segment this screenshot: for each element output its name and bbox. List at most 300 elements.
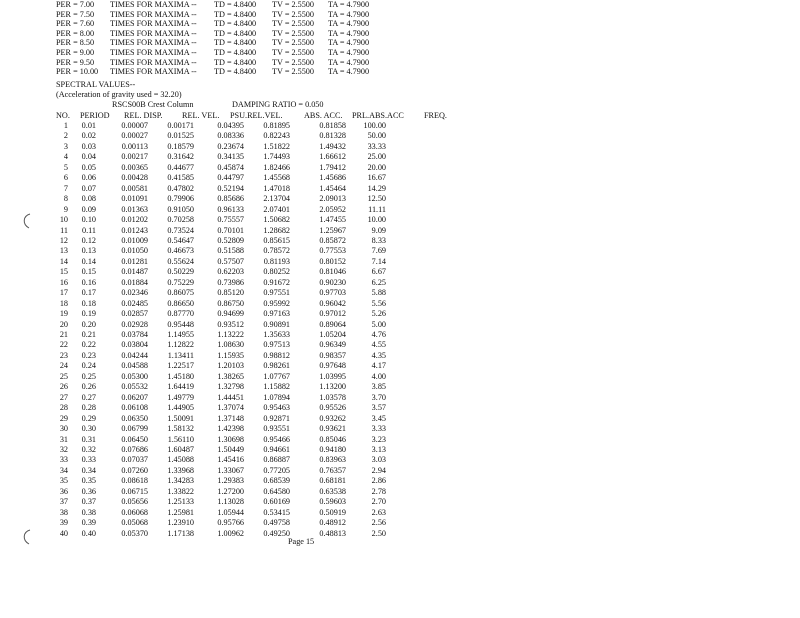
times-label: TIMES FOR MAXIMA -- bbox=[110, 48, 197, 57]
row-no: 3 bbox=[63, 141, 68, 151]
row-freq: 33.33 bbox=[367, 141, 386, 151]
row-no: 26 bbox=[59, 382, 68, 392]
row-no: 1 bbox=[63, 121, 68, 130]
per-label: PER = 9.00 bbox=[56, 48, 95, 57]
row-psu-rel-vel: 0.93512 bbox=[217, 319, 244, 329]
row-period: 0.30 bbox=[81, 424, 96, 434]
row-prl-abs-acc: 1.47455 bbox=[319, 215, 346, 225]
table-row bbox=[0, 289, 400, 299]
table-row bbox=[0, 519, 400, 529]
row-rel-vel: 1.13411 bbox=[167, 350, 194, 360]
row-freq: 7.14 bbox=[371, 256, 386, 266]
row-rel-disp: 0.06108 bbox=[121, 403, 148, 413]
row-freq: 2.56 bbox=[371, 518, 386, 528]
row-freq: 6.25 bbox=[371, 277, 386, 287]
row-rel-vel: 1.45180 bbox=[167, 371, 194, 381]
row-psu-rel-vel: 1.05944 bbox=[217, 507, 244, 517]
row-no: 25 bbox=[59, 371, 68, 381]
row-rel-disp: 0.06207 bbox=[121, 392, 148, 402]
row-rel-disp: 0.00365 bbox=[121, 162, 148, 172]
row-no: 20 bbox=[59, 319, 68, 329]
row-rel-vel: 0.91050 bbox=[167, 204, 194, 214]
row-rel-disp: 0.07037 bbox=[121, 455, 148, 465]
row-freq: 4.55 bbox=[371, 340, 386, 350]
times-label: TIMES FOR MAXIMA -- bbox=[110, 38, 197, 48]
row-abs-acc: 1.82466 bbox=[263, 162, 290, 172]
row-no: 4 bbox=[63, 152, 68, 162]
row-rel-disp: 0.02857 bbox=[121, 309, 148, 319]
row-psu-rel-vel: 0.52809 bbox=[217, 235, 244, 245]
row-rel-vel: 0.47802 bbox=[167, 183, 194, 193]
row-rel-disp: 0.00007 bbox=[121, 121, 148, 130]
row-rel-vel: 1.14955 bbox=[167, 330, 194, 339]
punch-hole-mark bbox=[20, 212, 34, 230]
row-psu-rel-vel: 1.44451 bbox=[217, 392, 244, 402]
row-freq: 2.63 bbox=[371, 507, 386, 517]
row-period: 0.10 bbox=[81, 215, 96, 225]
row-prl-abs-acc: 1.66612 bbox=[319, 152, 346, 162]
row-abs-acc: 1.15882 bbox=[263, 382, 290, 392]
row-psu-rel-vel: 1.30698 bbox=[217, 434, 244, 444]
row-period: 0.22 bbox=[81, 340, 96, 350]
row-rel-disp: 0.01884 bbox=[121, 277, 148, 287]
row-psu-rel-vel: 1.37148 bbox=[217, 413, 244, 423]
row-no: 7 bbox=[63, 183, 68, 193]
times-label: TIMES FOR MAXIMA -- bbox=[110, 19, 197, 29]
row-abs-acc: 1.74493 bbox=[263, 152, 290, 162]
row-period: 0.17 bbox=[81, 288, 96, 298]
row-freq: 4.17 bbox=[371, 361, 386, 371]
header-psu-rel-vel: PSU.REL.VEL. bbox=[230, 111, 283, 120]
row-psu-rel-vel: 0.08336 bbox=[217, 131, 244, 141]
td-value: TD = 4.8400 bbox=[214, 48, 257, 57]
row-no: 15 bbox=[59, 267, 68, 277]
row-rel-vel: 1.44905 bbox=[167, 403, 194, 413]
row-rel-disp: 0.02485 bbox=[121, 298, 148, 308]
row-rel-vel: 0.73524 bbox=[167, 225, 194, 235]
row-rel-vel: 0.86650 bbox=[167, 298, 194, 308]
row-prl-abs-acc: 0.96349 bbox=[319, 340, 346, 350]
gravity-note: (Acceleration of gravity used = 32.20) bbox=[56, 90, 182, 99]
row-abs-acc: 0.95992 bbox=[263, 298, 290, 308]
row-rel-disp: 0.06799 bbox=[121, 424, 148, 434]
row-abs-acc: 0.97163 bbox=[263, 309, 290, 319]
row-rel-vel: 0.70258 bbox=[167, 215, 194, 225]
row-prl-abs-acc: 0.63538 bbox=[319, 486, 346, 496]
tv-value: TV = 2.5500 bbox=[272, 0, 314, 9]
header-prl-abs-acc: PRL.ABS.ACC bbox=[352, 111, 404, 120]
table-row bbox=[0, 310, 400, 320]
header-freq: FREQ. bbox=[424, 111, 447, 120]
row-abs-acc: 1.45568 bbox=[263, 173, 290, 183]
row-abs-acc: 0.95463 bbox=[263, 403, 290, 413]
row-freq: 3.23 bbox=[371, 434, 386, 444]
row-rel-vel: 0.79906 bbox=[167, 194, 194, 204]
row-freq: 10.00 bbox=[367, 215, 386, 225]
row-no: 17 bbox=[59, 288, 68, 298]
row-period: 0.08 bbox=[81, 194, 96, 204]
row-psu-rel-vel: 0.95766 bbox=[217, 518, 244, 528]
row-freq: 3.45 bbox=[371, 413, 386, 423]
row-prl-abs-acc: 0.77553 bbox=[319, 246, 346, 256]
header-rel-disp: REL. DISP. bbox=[124, 111, 163, 120]
row-psu-rel-vel: 0.75557 bbox=[217, 215, 244, 225]
row-rel-vel: 0.18579 bbox=[167, 141, 194, 151]
row-no: 6 bbox=[63, 173, 68, 183]
row-prl-abs-acc: 1.05204 bbox=[319, 330, 346, 339]
row-freq: 3.85 bbox=[371, 382, 386, 392]
row-no: 29 bbox=[59, 413, 68, 423]
row-prl-abs-acc: 0.94180 bbox=[319, 444, 346, 454]
row-freq: 2.86 bbox=[371, 476, 386, 486]
row-abs-acc: 1.07894 bbox=[263, 392, 290, 402]
row-freq: 2.78 bbox=[371, 486, 386, 496]
row-freq: 11.11 bbox=[368, 204, 386, 214]
ta-value: TA = 4.7900 bbox=[328, 0, 370, 9]
row-abs-acc: 2.13704 bbox=[263, 194, 290, 204]
row-prl-abs-acc: 0.80152 bbox=[319, 256, 346, 266]
row-period: 0.04 bbox=[81, 152, 96, 162]
row-abs-acc: 1.47018 bbox=[263, 183, 290, 193]
row-rel-vel: 1.58132 bbox=[167, 424, 194, 434]
damping-ratio: DAMPING RATIO = 0.050 bbox=[232, 100, 324, 109]
row-period: 0.28 bbox=[81, 403, 96, 413]
row-freq: 5.26 bbox=[371, 309, 386, 319]
per-label: PER = 7.50 bbox=[56, 9, 95, 19]
row-psu-rel-vel: 1.50449 bbox=[217, 444, 244, 454]
row-abs-acc: 0.92871 bbox=[263, 413, 290, 423]
tv-value: TV = 2.5500 bbox=[272, 19, 314, 29]
per-label: PER = 8.00 bbox=[56, 28, 95, 38]
row-abs-acc: 0.93551 bbox=[263, 424, 290, 434]
row-abs-acc: 1.35633 bbox=[263, 330, 290, 339]
row-freq: 16.67 bbox=[367, 173, 386, 183]
row-no: 24 bbox=[59, 361, 68, 371]
tv-value: TV = 2.5500 bbox=[272, 57, 314, 67]
times-label: TIMES FOR MAXIMA -- bbox=[110, 67, 197, 77]
table-row bbox=[0, 195, 400, 205]
row-rel-vel: 1.12822 bbox=[167, 340, 194, 350]
row-abs-acc: 0.81193 bbox=[263, 256, 290, 266]
row-freq: 2.70 bbox=[371, 497, 386, 507]
row-period: 0.25 bbox=[81, 371, 96, 381]
row-abs-acc: 0.95466 bbox=[263, 434, 290, 444]
row-period: 0.05 bbox=[81, 162, 96, 172]
row-rel-disp: 0.03784 bbox=[121, 330, 148, 339]
table-row bbox=[0, 227, 400, 237]
row-period: 0.32 bbox=[81, 444, 96, 454]
row-rel-vel: 1.56110 bbox=[167, 434, 194, 444]
row-period: 0.13 bbox=[81, 246, 96, 256]
row-abs-acc: 0.49250 bbox=[263, 528, 290, 538]
row-psu-rel-vel: 1.00962 bbox=[217, 528, 244, 538]
row-psu-rel-vel: 1.45416 bbox=[217, 455, 244, 465]
row-no: 33 bbox=[59, 455, 68, 465]
row-rel-disp: 0.06350 bbox=[121, 413, 148, 423]
row-abs-acc: 0.86887 bbox=[263, 455, 290, 465]
row-psu-rel-vel: 0.70101 bbox=[217, 225, 244, 235]
row-prl-abs-acc: 1.25967 bbox=[319, 225, 346, 235]
row-rel-disp: 0.05370 bbox=[121, 528, 148, 538]
row-freq: 9.09 bbox=[371, 225, 386, 235]
row-psu-rel-vel: 1.32798 bbox=[217, 382, 244, 392]
row-abs-acc: 0.68539 bbox=[263, 476, 290, 486]
row-psu-rel-vel: 1.08630 bbox=[217, 340, 244, 350]
table-row bbox=[0, 477, 400, 487]
spectral-values-title: SPECTRAL VALUES-- bbox=[56, 80, 136, 89]
row-rel-disp: 0.01281 bbox=[121, 256, 148, 266]
tv-value: TV = 2.5500 bbox=[272, 48, 314, 57]
row-rel-disp: 0.00428 bbox=[121, 173, 148, 183]
row-rel-disp: 0.03804 bbox=[121, 340, 148, 350]
row-psu-rel-vel: 0.51588 bbox=[217, 246, 244, 256]
row-no: 8 bbox=[63, 194, 68, 204]
row-period: 0.33 bbox=[81, 455, 96, 465]
row-rel-disp: 0.01202 bbox=[121, 215, 148, 225]
row-period: 0.18 bbox=[81, 298, 96, 308]
row-prl-abs-acc: 0.76357 bbox=[319, 465, 346, 475]
tv-value: TV = 2.5500 bbox=[272, 9, 314, 19]
row-rel-disp: 0.05656 bbox=[121, 497, 148, 507]
row-rel-vel: 0.75229 bbox=[167, 277, 194, 287]
row-freq: 3.70 bbox=[371, 392, 386, 402]
row-freq: 2.94 bbox=[371, 465, 386, 475]
td-value: TD = 4.8400 bbox=[214, 0, 257, 9]
row-rel-vel: 0.41585 bbox=[167, 173, 194, 183]
row-psu-rel-vel: 1.13028 bbox=[217, 497, 244, 507]
row-freq: 2.50 bbox=[371, 528, 386, 538]
row-rel-vel: 1.33968 bbox=[167, 465, 194, 475]
row-rel-disp: 0.00027 bbox=[121, 131, 148, 141]
row-rel-disp: 0.02928 bbox=[121, 319, 148, 329]
row-rel-disp: 0.00113 bbox=[121, 141, 148, 151]
row-rel-disp: 0.05300 bbox=[121, 371, 148, 381]
row-no: 5 bbox=[63, 162, 68, 172]
td-value: TD = 4.8400 bbox=[214, 19, 257, 29]
per-label: PER = 9.50 bbox=[56, 57, 95, 67]
row-prl-abs-acc: 0.90230 bbox=[319, 277, 346, 287]
row-abs-acc: 0.97551 bbox=[263, 288, 290, 298]
row-freq: 4.35 bbox=[371, 350, 386, 360]
row-freq: 5.88 bbox=[371, 288, 386, 298]
row-period: 0.37 bbox=[81, 497, 96, 507]
row-no: 30 bbox=[59, 424, 68, 434]
row-prl-abs-acc: 0.48912 bbox=[319, 518, 346, 528]
row-psu-rel-vel: 0.34135 bbox=[217, 152, 244, 162]
row-period: 0.16 bbox=[81, 277, 96, 287]
row-period: 0.36 bbox=[81, 486, 96, 496]
ta-value: TA = 4.7900 bbox=[328, 9, 370, 19]
row-prl-abs-acc: 0.85872 bbox=[319, 235, 346, 245]
header-rel-vel: REL. VEL. bbox=[182, 111, 220, 120]
row-rel-vel: 1.45088 bbox=[167, 455, 194, 465]
row-rel-disp: 0.02346 bbox=[121, 288, 148, 298]
row-period: 0.29 bbox=[81, 413, 96, 423]
row-psu-rel-vel: 0.45874 bbox=[217, 162, 244, 172]
row-rel-disp: 0.06450 bbox=[121, 434, 148, 444]
row-abs-acc: 0.49758 bbox=[263, 518, 290, 528]
row-period: 0.07 bbox=[81, 183, 96, 193]
row-rel-disp: 0.01091 bbox=[121, 194, 148, 204]
row-freq: 6.67 bbox=[371, 267, 386, 277]
row-prl-abs-acc: 0.95526 bbox=[319, 403, 346, 413]
row-period: 0.02 bbox=[81, 131, 96, 141]
td-value: TD = 4.8400 bbox=[214, 38, 257, 48]
row-prl-abs-acc: 0.89064 bbox=[319, 319, 346, 329]
times-label: TIMES FOR MAXIMA -- bbox=[110, 28, 197, 38]
row-rel-disp: 0.04588 bbox=[121, 361, 148, 371]
row-freq: 14.29 bbox=[367, 183, 386, 193]
row-abs-acc: 0.80252 bbox=[263, 267, 290, 277]
row-abs-acc: 0.77205 bbox=[263, 465, 290, 475]
ta-value: TA = 4.7900 bbox=[328, 38, 370, 48]
row-psu-rel-vel: 1.38265 bbox=[217, 371, 244, 381]
row-psu-rel-vel: 1.37074 bbox=[217, 403, 244, 413]
row-no: 12 bbox=[59, 235, 68, 245]
row-rel-disp: 0.00581 bbox=[121, 183, 148, 193]
row-no: 37 bbox=[59, 497, 68, 507]
row-psu-rel-vel: 0.04395 bbox=[217, 121, 244, 130]
row-rel-vel: 1.17138 bbox=[167, 528, 194, 538]
td-value: TD = 4.8400 bbox=[214, 67, 257, 77]
row-prl-abs-acc: 0.93262 bbox=[319, 413, 346, 423]
header-abs-acc: ABS. ACC. bbox=[304, 111, 343, 120]
row-prl-abs-acc: 1.13200 bbox=[319, 382, 346, 392]
row-psu-rel-vel: 0.57507 bbox=[217, 256, 244, 266]
row-psu-rel-vel: 1.29383 bbox=[217, 476, 244, 486]
row-no: 14 bbox=[59, 256, 68, 266]
table-row bbox=[0, 362, 400, 372]
row-prl-abs-acc: 0.59603 bbox=[319, 497, 346, 507]
row-psu-rel-vel: 0.86750 bbox=[217, 298, 244, 308]
row-abs-acc: 0.98261 bbox=[263, 361, 290, 371]
table-row bbox=[0, 341, 400, 351]
row-rel-disp: 0.08618 bbox=[121, 476, 148, 486]
row-psu-rel-vel: 1.42398 bbox=[217, 424, 244, 434]
row-period: 0.01 bbox=[81, 121, 96, 130]
row-no: 36 bbox=[59, 486, 68, 496]
row-psu-rel-vel: 0.44797 bbox=[217, 173, 244, 183]
row-no: 10 bbox=[59, 215, 68, 225]
row-rel-vel: 1.23910 bbox=[167, 518, 194, 528]
row-psu-rel-vel: 1.15935 bbox=[217, 350, 244, 360]
row-rel-vel: 1.64419 bbox=[167, 382, 194, 392]
row-prl-abs-acc: 0.50919 bbox=[319, 507, 346, 517]
row-rel-vel: 0.54647 bbox=[167, 235, 194, 245]
row-rel-vel: 1.60487 bbox=[167, 444, 194, 454]
row-rel-disp: 0.00217 bbox=[121, 152, 148, 162]
row-period: 0.03 bbox=[81, 141, 96, 151]
row-rel-vel: 0.50229 bbox=[167, 267, 194, 277]
row-prl-abs-acc: 0.85046 bbox=[319, 434, 346, 444]
row-abs-acc: 0.91672 bbox=[263, 277, 290, 287]
row-freq: 8.33 bbox=[371, 235, 386, 245]
row-period: 0.11 bbox=[81, 225, 96, 235]
row-prl-abs-acc: 0.68181 bbox=[319, 476, 346, 486]
row-rel-disp: 0.07260 bbox=[121, 465, 148, 475]
row-abs-acc: 0.85615 bbox=[263, 235, 290, 245]
row-rel-vel: 0.44677 bbox=[167, 162, 194, 172]
table-row bbox=[0, 530, 400, 540]
row-abs-acc: 0.78572 bbox=[263, 246, 290, 256]
row-freq: 3.03 bbox=[371, 455, 386, 465]
row-abs-acc: 1.28682 bbox=[263, 225, 290, 235]
row-rel-disp: 0.06715 bbox=[121, 486, 148, 496]
per-label: PER = 8.50 bbox=[56, 38, 95, 48]
per-label: PER = 7.60 bbox=[56, 19, 95, 29]
row-psu-rel-vel: 0.85120 bbox=[217, 288, 244, 298]
row-abs-acc: 0.97513 bbox=[263, 340, 290, 350]
punch-hole-mark bbox=[20, 528, 34, 546]
row-period: 0.31 bbox=[81, 434, 96, 444]
row-no: 38 bbox=[59, 507, 68, 517]
row-rel-disp: 0.05532 bbox=[121, 382, 148, 392]
row-abs-acc: 0.60169 bbox=[263, 497, 290, 507]
table-row bbox=[0, 247, 400, 257]
times-label: TIMES FOR MAXIMA -- bbox=[110, 0, 197, 9]
row-psu-rel-vel: 0.94699 bbox=[217, 309, 244, 319]
row-prl-abs-acc: 0.93621 bbox=[319, 424, 346, 434]
row-period: 0.09 bbox=[81, 204, 96, 214]
row-freq: 20.00 bbox=[367, 162, 386, 172]
row-rel-vel: 0.00171 bbox=[167, 121, 194, 130]
row-no: 11 bbox=[60, 225, 68, 235]
row-abs-acc: 1.50682 bbox=[263, 215, 290, 225]
row-no: 2 bbox=[63, 131, 68, 141]
row-psu-rel-vel: 0.85686 bbox=[217, 194, 244, 204]
row-period: 0.15 bbox=[81, 267, 96, 277]
per-label: PER = 10.00 bbox=[56, 67, 99, 77]
row-rel-vel: 1.50091 bbox=[167, 413, 194, 423]
row-rel-vel: 0.31642 bbox=[167, 152, 194, 162]
row-prl-abs-acc: 0.81046 bbox=[319, 267, 346, 277]
row-abs-acc: 1.51822 bbox=[263, 141, 290, 151]
row-rel-disp: 0.01487 bbox=[121, 267, 148, 277]
row-period: 0.21 bbox=[81, 330, 96, 339]
row-rel-vel: 1.33822 bbox=[167, 486, 194, 496]
row-period: 0.24 bbox=[81, 361, 96, 371]
row-no: 28 bbox=[59, 403, 68, 413]
row-no: 21 bbox=[59, 330, 68, 339]
row-period: 0.19 bbox=[81, 309, 96, 319]
row-rel-disp: 0.05068 bbox=[121, 518, 148, 528]
row-freq: 4.00 bbox=[371, 371, 386, 381]
row-rel-vel: 1.49779 bbox=[167, 392, 194, 402]
header-no: NO. bbox=[56, 111, 70, 120]
row-prl-abs-acc: 0.81328 bbox=[319, 131, 346, 141]
row-rel-vel: 1.25981 bbox=[167, 507, 194, 517]
row-psu-rel-vel: 1.33067 bbox=[217, 465, 244, 475]
row-rel-disp: 0.01050 bbox=[121, 246, 148, 256]
row-rel-disp: 0.04244 bbox=[121, 350, 148, 360]
row-no: 13 bbox=[59, 246, 68, 256]
times-label: TIMES FOR MAXIMA -- bbox=[110, 9, 197, 19]
row-rel-vel: 1.22517 bbox=[167, 361, 194, 371]
row-no: 18 bbox=[59, 298, 68, 308]
ta-value: TA = 4.7900 bbox=[328, 19, 370, 29]
row-prl-abs-acc: 1.03995 bbox=[319, 371, 346, 381]
row-freq: 4.76 bbox=[371, 330, 386, 339]
row-prl-abs-acc: 0.48813 bbox=[319, 528, 346, 538]
row-prl-abs-acc: 0.96042 bbox=[319, 298, 346, 308]
row-prl-abs-acc: 0.97012 bbox=[319, 309, 346, 319]
row-rel-vel: 0.95448 bbox=[167, 319, 194, 329]
row-abs-acc: 0.98812 bbox=[263, 350, 290, 360]
row-period: 0.39 bbox=[81, 518, 96, 528]
row-rel-vel: 1.34283 bbox=[167, 476, 194, 486]
row-prl-abs-acc: 1.45686 bbox=[319, 173, 346, 183]
row-psu-rel-vel: 1.13222 bbox=[217, 330, 244, 339]
